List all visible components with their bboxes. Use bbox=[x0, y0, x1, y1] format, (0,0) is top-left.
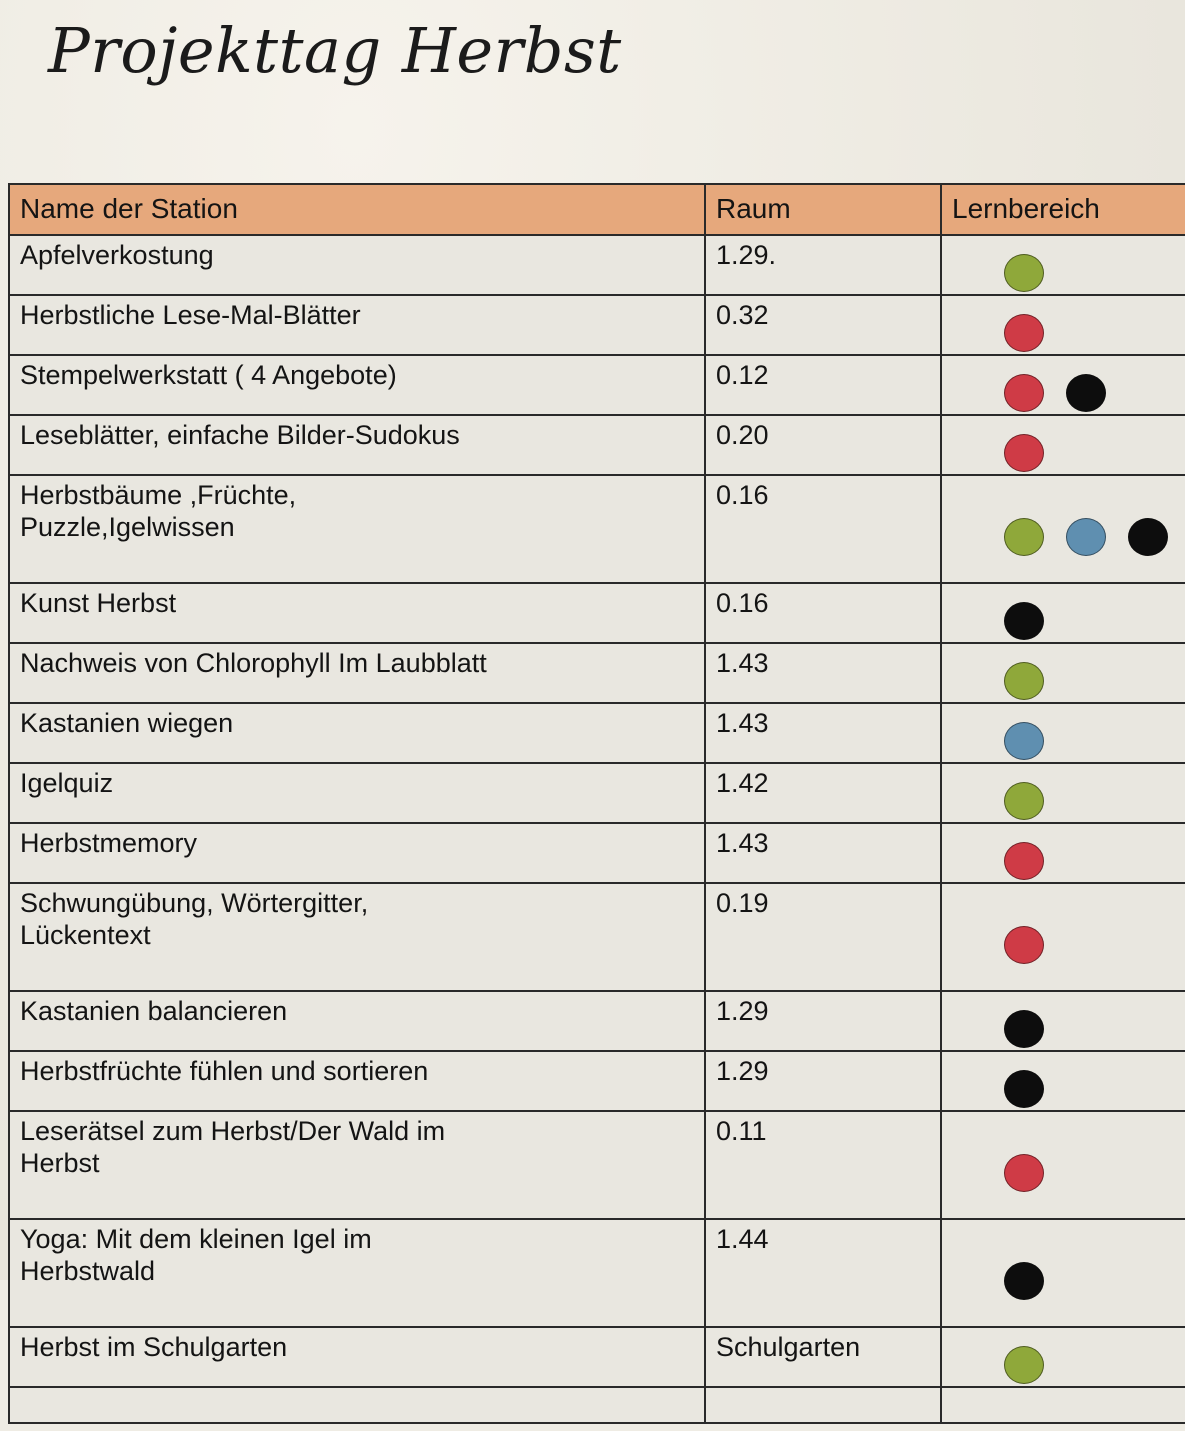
station-room-cell: 1.43 bbox=[705, 703, 941, 763]
lernbereich-dot-group bbox=[952, 588, 1178, 645]
station-name-cell bbox=[9, 415, 705, 475]
station-room-cell: 0.12 bbox=[705, 355, 941, 415]
station-name-cell bbox=[9, 235, 705, 295]
station-lernbereich-cell bbox=[941, 883, 1185, 991]
lernbereich-dot-group bbox=[952, 360, 1178, 417]
station-name-cell bbox=[9, 1387, 705, 1423]
table-body bbox=[9, 235, 1185, 1423]
lernbereich-dot-group bbox=[952, 648, 1178, 705]
lernbereich-dot-red bbox=[1004, 842, 1044, 880]
table-header-row bbox=[9, 184, 1185, 235]
table-row bbox=[9, 355, 1185, 415]
lernbereich-dot-black bbox=[1004, 1262, 1044, 1300]
station-name-cell bbox=[9, 355, 705, 415]
stations-table-container bbox=[8, 183, 1185, 1424]
station-lernbereich-cell bbox=[941, 1219, 1185, 1327]
lernbereich-dot-black bbox=[1004, 602, 1044, 640]
station-room-cell: 1.29 bbox=[705, 991, 941, 1051]
table-row bbox=[9, 1051, 1185, 1111]
table-row bbox=[9, 1327, 1185, 1387]
station-name-line1: Herbst im Schulgarten bbox=[20, 1332, 288, 1363]
table-row bbox=[9, 1219, 1185, 1327]
station-room-cell: 1.44 bbox=[705, 1219, 941, 1327]
station-lernbereich-cell bbox=[941, 1387, 1185, 1423]
table-row bbox=[9, 235, 1185, 295]
lernbereich-dot-group bbox=[952, 420, 1178, 477]
station-name-line1: Apfelverkostung bbox=[20, 240, 214, 271]
lernbereich-dot-group bbox=[942, 1388, 1185, 1431]
table-row bbox=[9, 583, 1185, 643]
lernbereich-dot-black bbox=[1066, 374, 1106, 412]
station-name-line1: Herbstfrüchte fühlen und sortieren bbox=[20, 1056, 429, 1087]
station-room-cell: 0.19 bbox=[705, 883, 941, 991]
lernbereich-dot-green bbox=[1004, 254, 1044, 292]
station-lernbereich-cell bbox=[941, 823, 1185, 883]
station-lernbereich-cell bbox=[941, 415, 1185, 475]
table-row bbox=[9, 643, 1185, 703]
lernbereich-dot-blue bbox=[1066, 518, 1106, 556]
station-room-cell: Schulgarten bbox=[705, 1327, 941, 1387]
station-room-cell: 0.32 bbox=[705, 295, 941, 355]
station-room-cell: 1.43 bbox=[705, 643, 941, 703]
stations-table bbox=[8, 183, 1185, 1424]
station-name-cell bbox=[9, 1219, 705, 1327]
station-room-cell: 0.11 bbox=[705, 1111, 941, 1219]
lernbereich-dot-group bbox=[952, 996, 1178, 1053]
station-name-line2: Herbst bbox=[20, 1147, 100, 1178]
table-header bbox=[9, 184, 1185, 235]
station-lernbereich-cell bbox=[941, 295, 1185, 355]
station-name-cell bbox=[9, 823, 705, 883]
station-name-cell bbox=[9, 1327, 705, 1387]
lernbereich-dot-group bbox=[952, 768, 1178, 825]
column-header-room: Raum bbox=[705, 184, 941, 235]
lernbereich-dot-group bbox=[952, 1116, 1178, 1221]
station-name-line1: Herbstliche Lese-Mal-Blätter bbox=[20, 300, 361, 331]
lernbereich-dot-group bbox=[952, 888, 1178, 993]
station-name-cell bbox=[9, 475, 705, 583]
station-lernbereich-cell bbox=[941, 583, 1185, 643]
station-name-line1: Kunst Herbst bbox=[20, 588, 177, 619]
table-row bbox=[9, 991, 1185, 1051]
station-name-cell bbox=[9, 763, 705, 823]
table-row bbox=[9, 1111, 1185, 1219]
station-room-cell: 0.16 bbox=[705, 583, 941, 643]
station-room-cell: 1.42 bbox=[705, 763, 941, 823]
table-row-empty bbox=[9, 1387, 1185, 1423]
lernbereich-dot-black bbox=[1128, 518, 1168, 556]
lernbereich-dot-red bbox=[1004, 374, 1044, 412]
table-row bbox=[9, 883, 1185, 991]
lernbereich-dot-group bbox=[952, 480, 1178, 585]
table-row bbox=[9, 703, 1185, 763]
station-room-cell: 1.43 bbox=[705, 823, 941, 883]
station-room-cell bbox=[705, 1387, 941, 1423]
table-row bbox=[9, 415, 1185, 475]
table-row bbox=[9, 475, 1185, 583]
station-name-line1: Herbstmemory bbox=[20, 828, 198, 859]
station-name-line1: Yoga: Mit dem kleinen Igel im bbox=[20, 1224, 372, 1255]
station-room-cell: 0.20 bbox=[705, 415, 941, 475]
station-name-cell bbox=[9, 991, 705, 1051]
lernbereich-dot-group bbox=[952, 1224, 1178, 1329]
lernbereich-dot-group bbox=[952, 1332, 1178, 1389]
station-name-cell bbox=[9, 643, 705, 703]
station-name-line1: Leseblätter, einfache Bilder-Sudokus bbox=[20, 420, 460, 451]
station-name-line1: Schwungübung, Wörtergitter, bbox=[20, 888, 369, 919]
station-name-line1: Kastanien wiegen bbox=[20, 708, 234, 739]
station-name-line1: Kastanien balancieren bbox=[20, 996, 288, 1027]
station-name-line2: Puzzle,Igelwissen bbox=[20, 511, 235, 542]
station-lernbereich-cell bbox=[941, 1111, 1185, 1219]
lernbereich-dot-green bbox=[1004, 1346, 1044, 1384]
lernbereich-dot-red bbox=[1004, 1154, 1044, 1192]
station-name-cell bbox=[9, 1111, 705, 1219]
station-lernbereich-cell bbox=[941, 991, 1185, 1051]
station-name-line1: Stempelwerkstatt ( 4 Angebote) bbox=[20, 360, 397, 391]
station-name-cell bbox=[9, 295, 705, 355]
station-name-cell bbox=[9, 703, 705, 763]
station-name-line1: Leserätsel zum Herbst/Der Wald im bbox=[20, 1116, 446, 1147]
lernbereich-dot-green bbox=[1004, 782, 1044, 820]
station-lernbereich-cell bbox=[941, 703, 1185, 763]
lernbereich-dot-red bbox=[1004, 434, 1044, 472]
table-row bbox=[9, 295, 1185, 355]
lernbereich-dot-blue bbox=[1004, 722, 1044, 760]
lernbereich-dot-group bbox=[952, 708, 1178, 765]
station-room-cell: 1.29. bbox=[705, 235, 941, 295]
station-name-cell bbox=[9, 883, 705, 991]
lernbereich-dot-red bbox=[1004, 314, 1044, 352]
lernbereich-dot-group bbox=[952, 828, 1178, 885]
lernbereich-dot-group bbox=[952, 240, 1178, 297]
station-name-cell bbox=[9, 1051, 705, 1111]
station-name-line1: Herbstbäume ,Früchte, bbox=[20, 480, 297, 511]
station-lernbereich-cell bbox=[941, 1327, 1185, 1387]
station-lernbereich-cell bbox=[941, 763, 1185, 823]
station-name-line2: Lückentext bbox=[20, 919, 151, 950]
lernbereich-dot-group bbox=[952, 1056, 1178, 1113]
station-name-line1: Igelquiz bbox=[20, 768, 114, 799]
page-title: Projekttag Herbst bbox=[48, 14, 622, 87]
lernbereich-dot-group bbox=[952, 300, 1178, 357]
station-lernbereich-cell bbox=[941, 643, 1185, 703]
lernbereich-dot-green bbox=[1004, 662, 1044, 700]
lernbereich-dot-red bbox=[1004, 926, 1044, 964]
column-header-lernbereich: Lernbereich bbox=[941, 184, 1185, 235]
station-lernbereich-cell bbox=[941, 475, 1185, 583]
table-row bbox=[9, 763, 1185, 823]
station-name-cell bbox=[9, 583, 705, 643]
station-name-line2: Herbstwald bbox=[20, 1255, 156, 1286]
station-lernbereich-cell bbox=[941, 355, 1185, 415]
station-name-line1: Nachweis von Chlorophyll Im Laubblatt bbox=[20, 648, 487, 679]
column-header-name: Name der Station bbox=[9, 184, 705, 235]
lernbereich-dot-black bbox=[1004, 1070, 1044, 1108]
station-lernbereich-cell bbox=[941, 235, 1185, 295]
station-room-cell: 1.29 bbox=[705, 1051, 941, 1111]
lernbereich-dot-green bbox=[1004, 518, 1044, 556]
station-room-cell: 0.16 bbox=[705, 475, 941, 583]
lernbereich-dot-black bbox=[1004, 1010, 1044, 1048]
table-row bbox=[9, 823, 1185, 883]
station-lernbereich-cell bbox=[941, 1051, 1185, 1111]
